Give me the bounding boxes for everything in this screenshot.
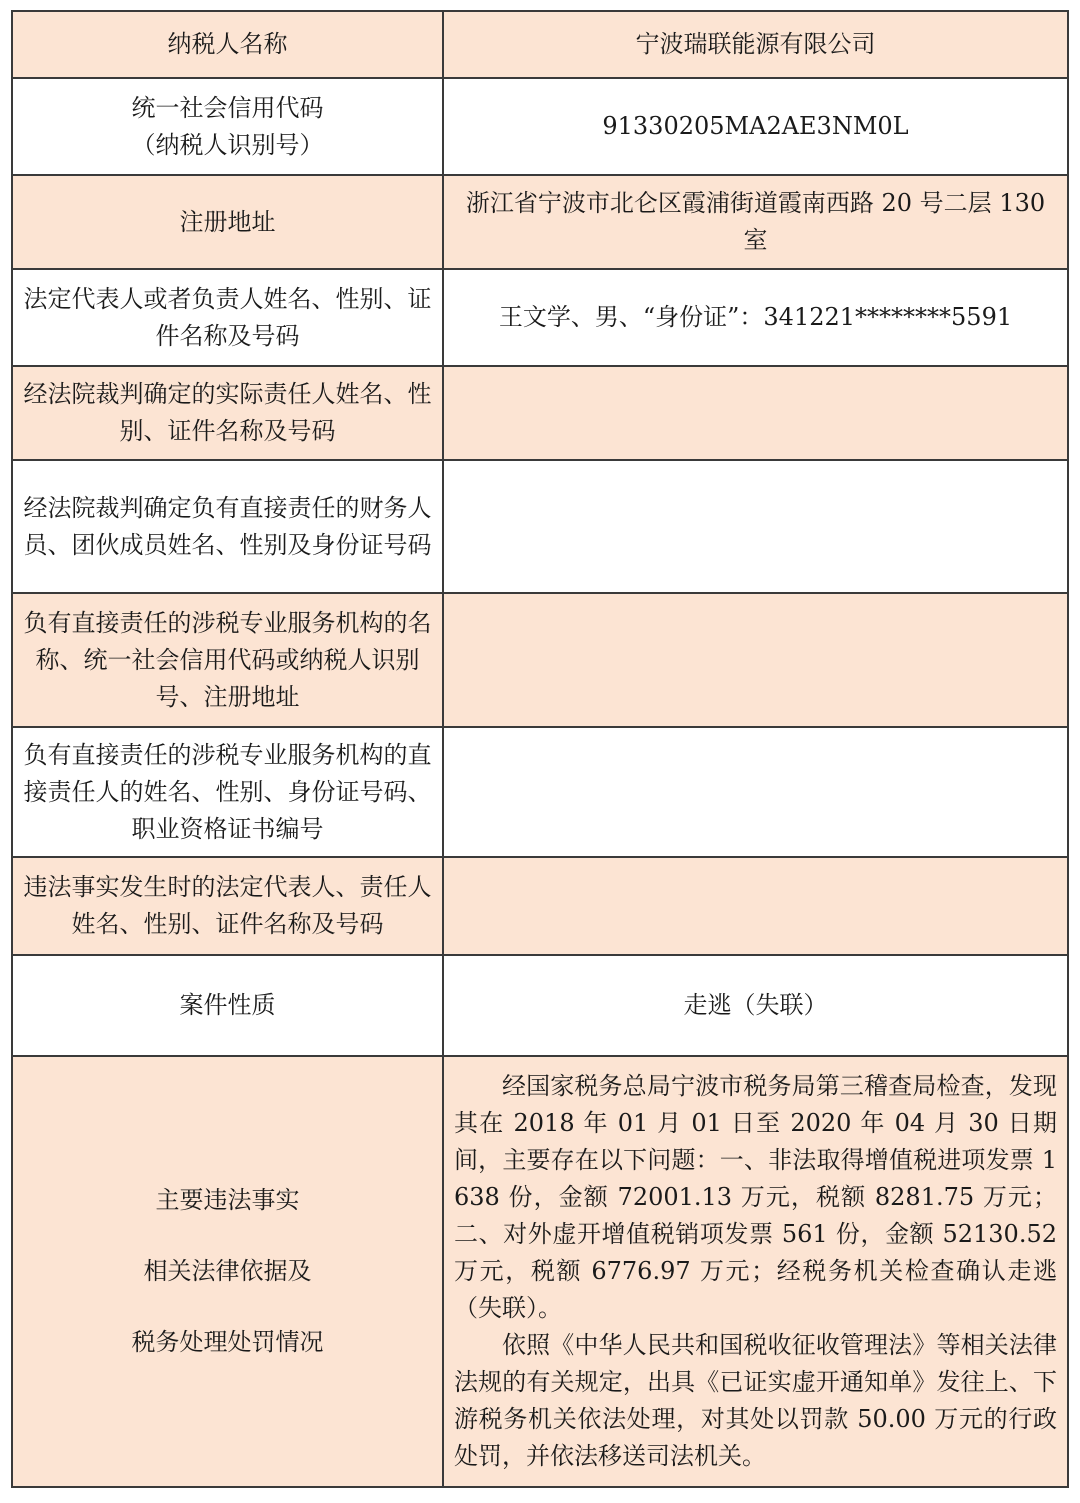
row-representative-at-violation: [12, 857, 1068, 955]
value-representative-at-violation: [443, 857, 1068, 955]
row-credit-code: [12, 78, 1068, 175]
facts-paragraph-1: 经国家税务总局宁波市税务局第三稽查局检查，发现其在 2018 年 01 月 01 日至 2020 年 04 月 30 日期间，主要存在以下问题：一、非法取得增值税进项发票 1638 份，金额 72001.13 万元，税额 8281.75 万元；二、对外虚开增值税销项发票 561 份，金额 52130.52 万元，税额 6776.97 万元；经税务机关检查确认走逃（失联）。: [454, 1072, 1057, 1322]
label-credit-code: [12, 78, 443, 175]
row-service-agency: [12, 593, 1068, 727]
value-case-nature: 走逃（失联）: [443, 955, 1068, 1056]
row-legal-representative: [12, 269, 1068, 366]
label-service-agency: 负有直接责任的涉税专业服务机构的名称、统一社会信用代码或纳税人识别号、注册地址: [12, 593, 443, 727]
value-registered-address: 浙江省宁波市北仑区霞浦街道霞南西路 20 号二层 130 室: [443, 175, 1068, 269]
row-case-nature: [12, 955, 1068, 1056]
label-credit-code-line2: （纳税人识别号）: [131, 130, 324, 159]
label-main-violation-facts: [12, 1056, 443, 1487]
label-legal-representative: 法定代表人或者负责人姓名、性别、证件名称及号码: [12, 269, 443, 366]
value-finance-staff: [443, 460, 1068, 593]
value-legal-representative: 王文学、男、“身份证”：341221********5591: [443, 269, 1068, 366]
label-taxpayer-name: 纳税人名称: [12, 11, 443, 78]
value-credit-code: 91330205MA2AE3NM0L: [443, 78, 1068, 175]
label-actual-responsible: 经法院裁判确定的实际责任人姓名、性别、证件名称及号码: [12, 366, 443, 460]
label-representative-at-violation: 违法事实发生时的法定代表人、责任人姓名、性别、证件名称及号码: [12, 857, 443, 955]
facts-paragraph-2: 依照《中华人民共和国税收征收管理法》等相关法律法规的有关规定，出具《已证实虚开通知单》发往上、下游税务机关依法处理，对其处以罚款 50.00 万元的行政处罚，并依法移送司法机关。: [454, 1331, 1057, 1470]
value-agency-responsible-person: [443, 727, 1068, 857]
row-registered-address: [12, 175, 1068, 269]
row-agency-responsible-person: [12, 727, 1068, 857]
value-actual-responsible: [443, 366, 1068, 460]
value-taxpayer-name: 宁波瑞联能源有限公司: [443, 11, 1068, 78]
row-main-violation-facts: [12, 1056, 1068, 1487]
taxpayer-info-table: [11, 10, 1069, 1488]
value-service-agency: [443, 593, 1068, 727]
label-agency-responsible-person: 负有直接责任的涉税专业服务机构的直接责任人的姓名、性别、身份证号码、职业资格证书编号: [12, 727, 443, 857]
label-penalty: 税务处理处罚情况: [131, 1328, 324, 1356]
label-main-facts: 主要违法事实: [155, 1186, 300, 1214]
label-legal-basis: 相关法律依据及: [143, 1257, 312, 1285]
row-finance-staff: [12, 460, 1068, 593]
label-case-nature: 案件性质: [12, 955, 443, 1056]
row-taxpayer-name: [12, 11, 1068, 78]
row-actual-responsible: [12, 366, 1068, 460]
taxpayer-info-table-wrapper: [11, 10, 1069, 1486]
label-credit-code-line1: 统一社会信用代码: [131, 93, 324, 122]
label-finance-staff: 经法院裁判确定负有直接责任的财务人员、团伙成员姓名、性别及身份证号码: [12, 460, 443, 593]
label-registered-address: 注册地址: [12, 175, 443, 269]
value-main-violation-facts: [443, 1056, 1068, 1487]
